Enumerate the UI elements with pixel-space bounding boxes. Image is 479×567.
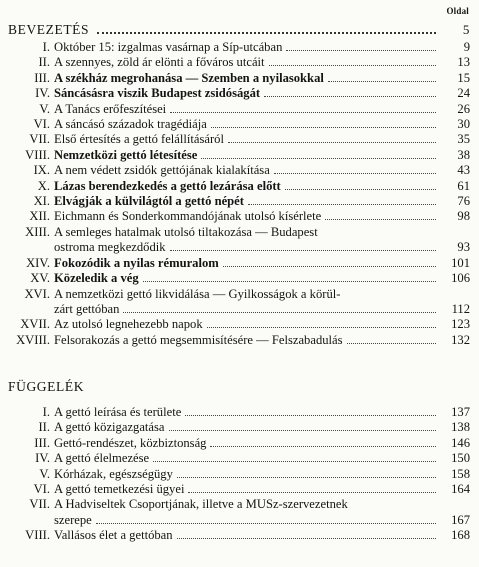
chapter-number: XI. <box>33 194 50 209</box>
chapter-entry <box>0 287 470 318</box>
dot-leader <box>269 65 436 66</box>
appendix-entry <box>0 436 470 451</box>
appendix-number: IV. <box>35 451 50 466</box>
appendix-title: A Hadviseltek Csoportjának, illetve a MUSz-szervezetnek <box>54 497 348 512</box>
appendix-list <box>0 405 470 544</box>
intro-title: BEVEZETÉS <box>8 22 90 37</box>
appendix-title: A gettó leírása és területe <box>54 405 182 419</box>
dot-leader <box>123 312 436 313</box>
dot-leader <box>143 281 436 282</box>
dot-leader <box>325 219 436 220</box>
dot-leader <box>96 523 436 524</box>
chapter-entry <box>0 209 470 224</box>
chapter-number: IX. <box>33 163 50 178</box>
appendix-title: A gettó temetkezési ügyei <box>54 482 185 497</box>
chapter-entry <box>0 148 470 163</box>
appendix-number: I. <box>42 405 50 419</box>
appendix-title: Kórházak, egészségügy <box>54 466 173 481</box>
appendix-entry <box>0 451 470 466</box>
chapter-title: Lázas berendezkedés a gettó lezárása előtt <box>54 178 281 193</box>
chapter-title: A nem védett zsidók gettójának kialakítása <box>54 163 270 178</box>
chapter-entry <box>0 117 470 132</box>
appendix-number: VIII. <box>25 528 50 543</box>
appendix-entry <box>0 405 470 420</box>
appendix-number: VII. <box>29 497 50 512</box>
dot-leader <box>228 142 436 143</box>
chapter-entry <box>0 333 470 348</box>
chapter-page: 26 <box>457 101 470 116</box>
chapter-number: II. <box>38 55 50 70</box>
intro-heading <box>8 22 470 38</box>
chapter-title: A székház megrohanása — Szemben a nyilasokkal <box>54 70 324 85</box>
appendix-title: szerepe <box>54 512 92 527</box>
dot-leader <box>185 415 436 416</box>
appendix-entry <box>0 482 470 497</box>
dot-leader <box>177 538 436 539</box>
chapter-page: 35 <box>457 132 470 147</box>
appendix-page: 167 <box>451 512 470 527</box>
appendix-number: V. <box>39 466 50 481</box>
appendix-title: A gettó élelmezése <box>54 451 150 466</box>
chapter-page: 93 <box>457 240 470 255</box>
appendix-title: FÜGGELÉK <box>8 379 85 394</box>
chapter-page: 101 <box>451 255 470 270</box>
dot-leader <box>274 173 436 174</box>
chapter-title: A Tanács erőfeszítései <box>54 101 167 116</box>
chapter-title: A semleges hatalmak utolsó tiltakozása — Budapest <box>54 224 318 239</box>
appendix-entry <box>0 528 470 543</box>
appendix-entry <box>0 467 470 482</box>
dot-leader <box>328 81 436 82</box>
dot-leader <box>170 112 436 113</box>
intro-page: 5 <box>462 22 470 37</box>
chapter-title: Az utolsó legnehezebb napok <box>54 317 203 332</box>
dot-leader <box>211 127 436 128</box>
chapter-entry <box>0 40 470 55</box>
chapter-title: ostroma megkezdődik <box>54 240 166 255</box>
chapter-number: VII. <box>29 132 50 147</box>
chapter-entry <box>0 179 470 194</box>
appendix-heading <box>8 379 84 395</box>
chapter-page: 123 <box>451 317 470 332</box>
chapter-number: VI. <box>33 117 50 132</box>
dot-leader <box>347 343 436 344</box>
chapter-entry <box>0 225 470 256</box>
chapter-number: IV. <box>35 86 50 101</box>
appendix-number: III. <box>34 435 50 450</box>
chapter-number: III. <box>34 70 50 85</box>
chapter-entry <box>0 163 470 178</box>
chapter-number: V. <box>39 101 50 116</box>
chapter-page: 43 <box>457 163 470 178</box>
dot-leader <box>153 461 436 462</box>
dot-leader <box>201 158 436 159</box>
chapter-page: 30 <box>457 117 470 132</box>
chapter-entry <box>0 132 470 147</box>
chapter-page: 13 <box>457 55 470 70</box>
chapter-page: 38 <box>457 147 470 162</box>
appendix-title: Gettó-rendészet, közbiztonság <box>54 435 207 450</box>
chapter-page: 112 <box>451 301 470 316</box>
chapter-title: A nemzetközi gettó likvidálása — Gyilkosságok a körül- <box>54 286 341 301</box>
chapter-title: Október 15: izgalmas vasárnap a Síp-utcában <box>54 40 283 54</box>
chapter-entry <box>0 194 470 209</box>
chapter-title: Felsorakozás a gettó megsemmisítésére — Felszabadulás <box>54 332 343 347</box>
appendix-page: 137 <box>451 405 470 419</box>
chapter-title: zárt gettóban <box>54 301 120 316</box>
chapter-entry <box>0 71 470 86</box>
chapter-number: XVII. <box>20 317 50 332</box>
chapter-entry <box>0 317 470 332</box>
dot-leader <box>207 327 436 328</box>
dot-leader <box>188 492 436 493</box>
chapter-list <box>0 40 470 348</box>
chapter-number: XVI. <box>24 286 50 301</box>
chapter-number: XVIII. <box>16 332 50 347</box>
appendix-page: 146 <box>451 435 470 450</box>
appendix-page: 164 <box>451 482 470 497</box>
dot-leader <box>170 250 436 251</box>
chapter-title: Első értesítés a gettó felállításáról <box>54 132 224 147</box>
chapter-title: Közeledik a vég <box>54 271 139 286</box>
chapter-number: XII. <box>29 209 50 224</box>
appendix-number: II. <box>38 420 50 435</box>
dot-leader <box>285 189 436 190</box>
chapter-number: XIV. <box>26 255 50 270</box>
chapter-title: Nemzetközi gettó létesítése <box>54 147 198 162</box>
dot-leader <box>286 50 436 51</box>
chapter-page: 61 <box>457 178 470 193</box>
appendix-title: Vallásos élet a gettóban <box>54 528 173 543</box>
chapter-entry <box>0 256 470 271</box>
chapter-title: Eichmann és Sonderkommandójának utolsó kísérlete <box>54 209 322 224</box>
chapter-title: Elvágják a külvilágtól a gettó népét <box>54 194 244 209</box>
chapter-entry <box>0 55 470 70</box>
chapter-page: 98 <box>457 209 470 224</box>
chapter-number: I. <box>42 40 50 54</box>
appendix-page: 150 <box>451 451 470 466</box>
dot-leader <box>169 430 436 431</box>
chapter-title: A szennyes, zöld ár elönti a főváros utcáit <box>54 55 265 70</box>
chapter-entry <box>0 102 470 117</box>
chapter-number: XIII. <box>25 224 50 239</box>
dot-leader <box>177 477 436 478</box>
chapter-page: 9 <box>463 40 470 54</box>
dot-leader <box>248 204 436 205</box>
chapter-number: XV. <box>30 271 50 286</box>
chapter-number: VIII. <box>25 147 50 162</box>
chapter-page: 15 <box>457 70 470 85</box>
dot-leader <box>223 266 436 267</box>
page-column-label: Oldal <box>446 6 469 16</box>
appendix-entry <box>0 420 470 435</box>
chapter-page: 76 <box>457 194 470 209</box>
chapter-title: Sáncásásra viszik Budapest zsidóságát <box>54 86 261 101</box>
chapter-page: 132 <box>451 332 470 347</box>
chapter-page: 106 <box>451 271 470 286</box>
chapter-title: Fokozódik a nyilas rémuralom <box>54 255 219 270</box>
chapter-entry <box>0 86 470 101</box>
appendix-number: VI. <box>33 482 50 497</box>
appendix-entry <box>0 497 470 528</box>
chapter-number: X. <box>37 178 50 193</box>
appendix-page: 168 <box>451 528 470 543</box>
chapter-title: A sáncásó századok tragédiája <box>54 117 207 132</box>
appendix-title: A gettó közigazgatása <box>54 420 165 435</box>
dot-leader <box>97 32 436 34</box>
dot-leader <box>264 96 436 97</box>
chapter-page: 24 <box>457 86 470 101</box>
appendix-page: 158 <box>451 466 470 481</box>
chapter-entry <box>0 271 470 286</box>
dot-leader <box>210 446 436 447</box>
appendix-page: 138 <box>451 420 470 435</box>
